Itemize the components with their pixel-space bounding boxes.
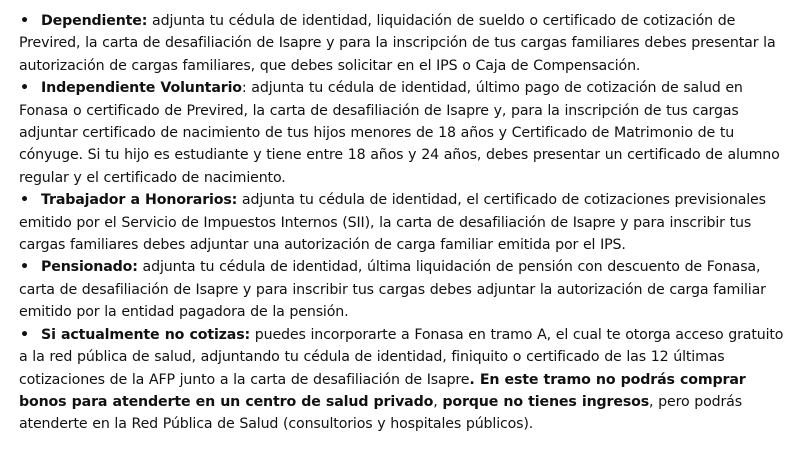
item-text: puedes incorporarte a Fonasa en tramo A, el cual te otorga acceso gratuito a la red pública de salud, adjuntando tu cédula de identidad, finiquito o certificado de las 12 últimas cotizaciones de la AFP junto a la carta de desafiliación de Isapre	[19, 326, 784, 388]
item-label: Pensionado:	[41, 259, 138, 276]
list-item-independiente-voluntario	[19, 77, 794, 189]
list-item-trabajador-honorarios	[19, 189, 794, 256]
item-emphasis-text: . En este tramo no podrás comprar bonos para atenderte en un centro de salud privado	[19, 371, 746, 410]
item-label: Dependiente:	[41, 13, 148, 29]
item-text: adjunta tu cédula de identidad, el certificado de cotizaciones previsionales emitido por el Servicio de Impuestos Internos (SII), la carta de desafiliación de Isapre y para inscribir tus cargas familiares debes adjuntar una autorización de carga familiar emitida por el IPS.	[19, 192, 766, 254]
list-item-no-cotizas	[19, 324, 794, 436]
item-text: adjunta tu cédula de identidad, último pago de cotización de salud en Fonasa o certificado de Previred, la carta de desafiliación de Isapre y, para la inscripción de tus cargas adjuntar certificado de nacimiento de tus hijos menores de 18 años y Certificado de Matrimonio de tu cónyuge. Si tu hijo es estudiante y tiene entre 18 años y 24 años, debes presentar un certificado de alumno regular y el certificado de nacimiento.	[19, 80, 780, 186]
bullet-icon: •	[20, 192, 29, 209]
requirements-document	[19, 10, 794, 436]
item-label: Trabajador a Honorarios:	[41, 192, 238, 209]
bullet-icon: •	[20, 259, 29, 276]
item-label-suffix: :	[241, 80, 247, 97]
list-item-pensionado	[19, 256, 794, 323]
item-label: Si actualmente no cotizas:	[41, 326, 251, 343]
item-text: adjunta tu cédula de identidad, liquidación de sueldo o certificado de cotización de Previred, la carta de desafiliación de Isapre y para la inscripción de tus cargas familiares debes presentar la autorización de cargas familiares, que debes solicitar en el IPS o Caja de Compensación.	[19, 13, 776, 74]
item-text-2: ,	[433, 393, 443, 410]
item-emphasis-text-2: porque no tienes ingresos	[442, 393, 650, 410]
bullet-icon: •	[20, 326, 29, 343]
list-item-dependiente	[19, 10, 794, 77]
item-label: Independiente Voluntario	[41, 80, 242, 97]
bullet-icon: •	[20, 13, 29, 29]
item-text-3: , pero podrás atenderte en la Red Pública de Salud (consultorios y hospitales públicos).	[19, 393, 742, 433]
item-text: adjunta tu cédula de identidad, última liquidación de pensión con descuento de Fonasa, carta de desafiliación de Isapre y para inscribir tus cargas debes adjuntar la autorización de carga familiar emitido por la entidad pagadora de la pensión.	[19, 259, 766, 321]
bullet-icon: •	[20, 80, 29, 97]
